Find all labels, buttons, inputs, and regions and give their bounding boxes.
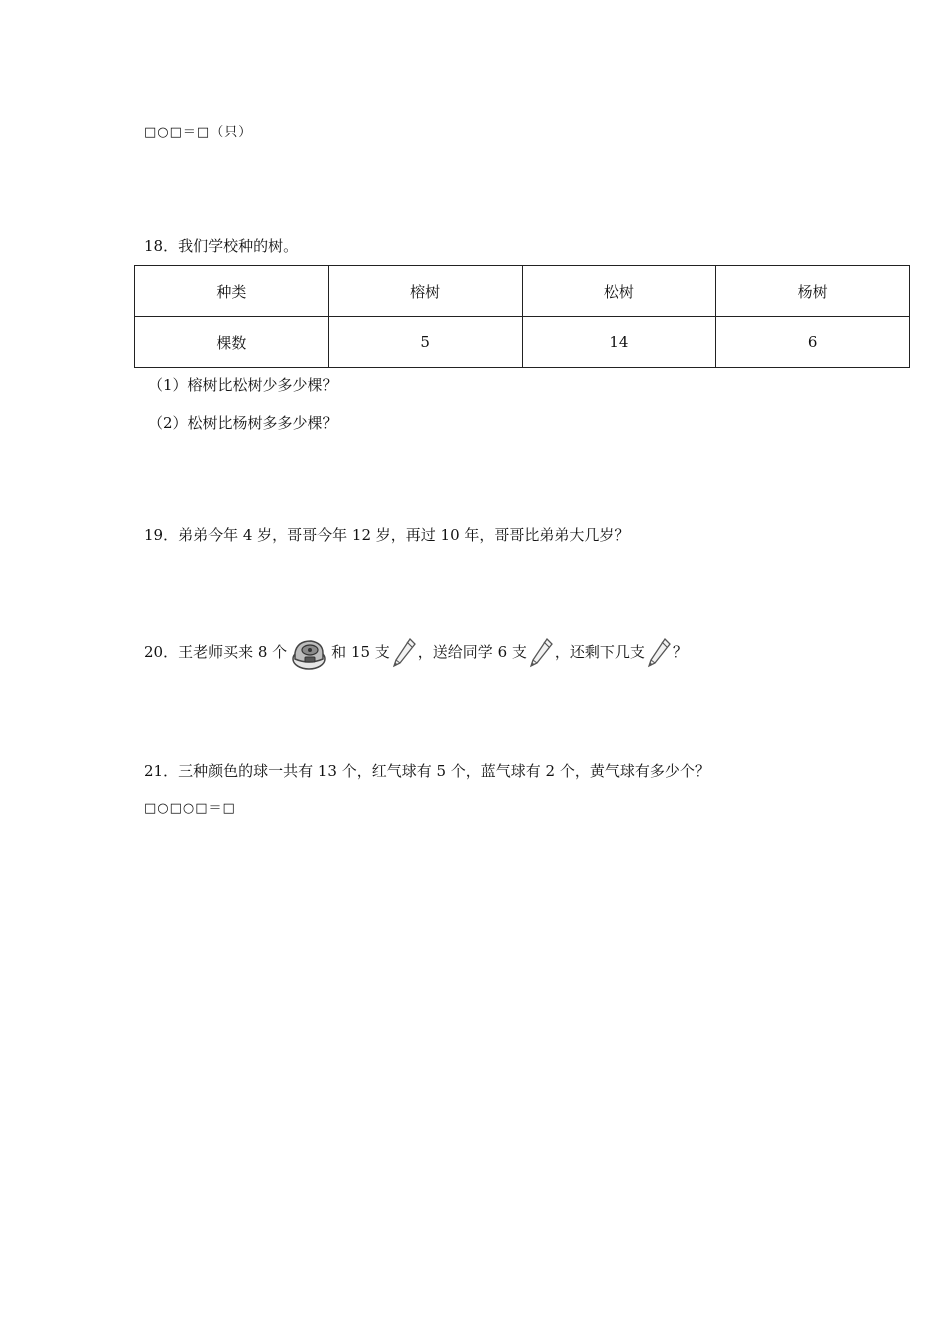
cell-poplar-count: 6 bbox=[716, 317, 910, 368]
pencil-icon bbox=[391, 637, 417, 669]
q20-part-5: ？ bbox=[672, 643, 688, 661]
header-cell-banyan: 榕树 bbox=[328, 266, 522, 317]
q21-text: 21．三种颜色的球一共有 13 个，红气球有 5 个，蓝气球有 2 个，黄气球有多少个？ bbox=[144, 762, 710, 780]
q19-text: 19．弟弟今年 4 岁，哥哥今年 12 岁，再过 10 年，哥哥比弟弟大几岁？ bbox=[144, 526, 630, 544]
q18-sub-question-2: （2）松树比杨树多多少棵？ bbox=[148, 414, 338, 432]
table-row bbox=[135, 266, 910, 317]
q21-formula: □○□○□＝□ bbox=[144, 801, 236, 816]
q17-formula: □○□＝□（只） bbox=[144, 125, 253, 140]
cell-pine-count: 14 bbox=[522, 317, 716, 368]
q18-title: 18．我们学校种的树。 bbox=[144, 237, 299, 255]
header-cell-pine: 松树 bbox=[522, 266, 716, 317]
pencil-icon bbox=[646, 637, 672, 669]
q18-sub-question-1: （1）榕树比松树少多少棵？ bbox=[148, 376, 338, 394]
pencil-icon bbox=[528, 637, 554, 669]
tree-count-table bbox=[134, 265, 910, 368]
cell-banyan-count: 5 bbox=[328, 317, 522, 368]
q20-part-2: 和 15 支 bbox=[331, 643, 390, 661]
row-label-count: 棵数 bbox=[135, 317, 329, 368]
q20-part-1: 20．王老师买来 8 个 bbox=[144, 643, 288, 661]
header-cell-type: 种类 bbox=[135, 266, 329, 317]
q20-text bbox=[144, 632, 688, 674]
pencil-sharpener-icon bbox=[289, 633, 329, 673]
q20-part-4: ，还剩下几支 bbox=[554, 643, 645, 661]
q20-part-3: ，送给同学 6 支 bbox=[417, 643, 527, 661]
table-row bbox=[135, 317, 910, 368]
header-cell-poplar: 杨树 bbox=[716, 266, 910, 317]
